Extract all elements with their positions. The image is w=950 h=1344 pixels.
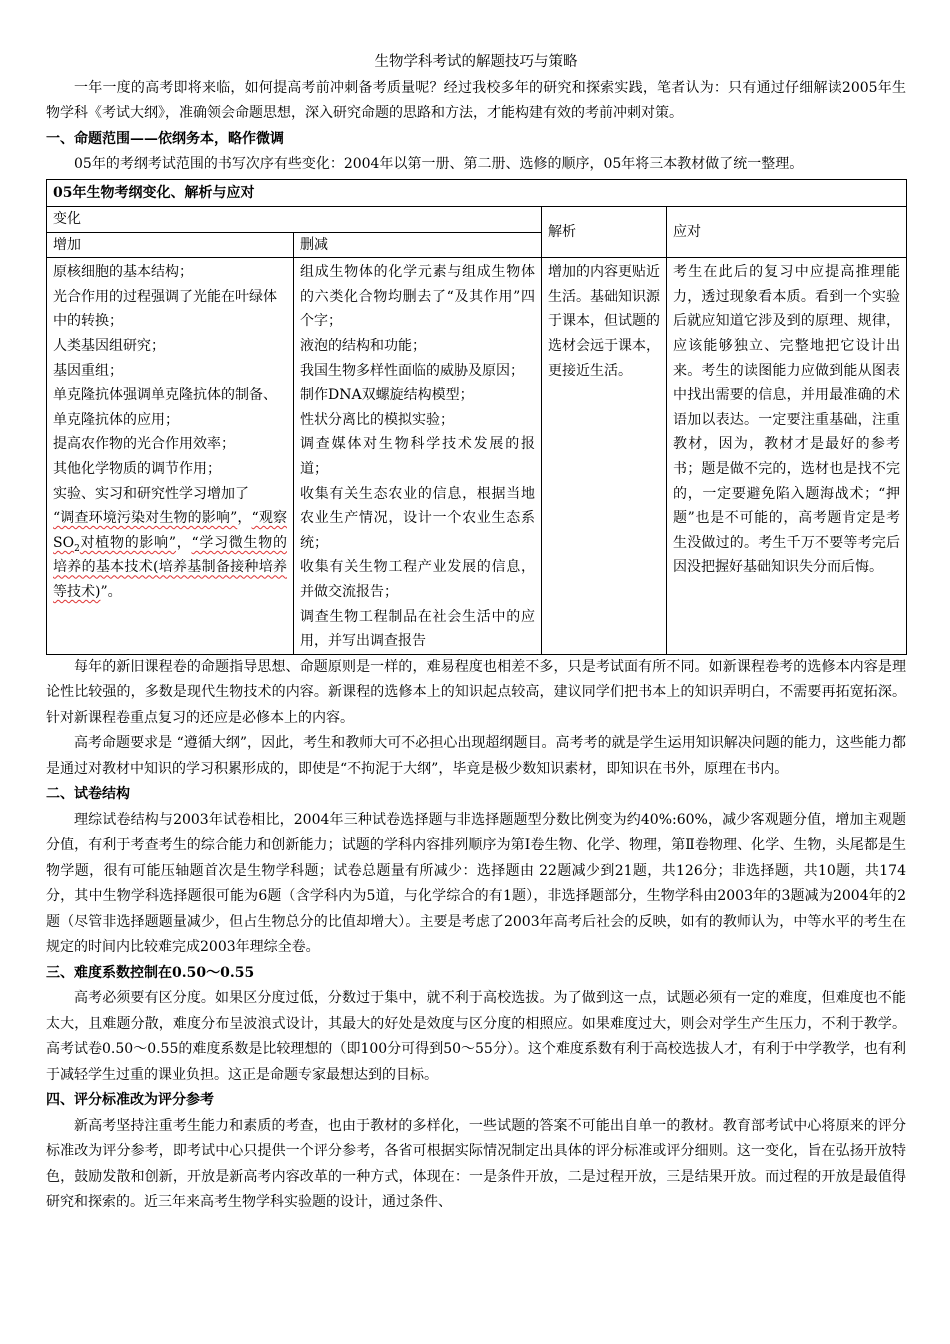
experiment-title-1: “调查环境污染对生物的影响” [53, 510, 238, 527]
closing-mark: ”。 [100, 584, 122, 600]
section-3-paragraph-1: 高考必须要有区分度。如果区分度过低，分数过于集中，就不利于高校选拔。为了做到这一点，试题必须有一定的难度，但难度也不能太大，且难题分散，难度分布呈波浪式设计，其最大的好处是效度与区分度的相照应。如果难度过大，则会对学生产生压力，不利于教学。高考试卷0.50～0.55的难度系数是比较理想的（即100分可得到50～55分）。这个难度系数有利于高校选拔人才，有利于中学教学，也有利于减轻学生过重的课业负担。这正是命题专家最想达到的目标。 [46, 990, 906, 1083]
separator: ， [237, 510, 252, 527]
added-item: 提高农作物的光合作用效率； [53, 436, 235, 453]
deleted-item: 液泡的结构和功能； [300, 338, 426, 355]
deleted-item: 调查媒体对生物科学技术发展的报道； [300, 436, 535, 478]
deleted-items-cell [294, 258, 542, 655]
deleted-item: 收集有关生态农业的信息，根据当地农业生产情况，设计一个农业生态系统； [300, 485, 535, 551]
section-2-heading: 二、试卷结构 [46, 786, 130, 803]
deleted-item: 调查生物工程制品在社会生活中的应用，并写出调查报告 [300, 608, 535, 650]
subscript: 2 [74, 543, 80, 554]
document-title: 生物学科考试的解题技巧与策略 [374, 54, 578, 70]
header-delete: 删减 [294, 232, 542, 258]
header-add: 增加 [47, 232, 294, 258]
table-caption: 05年生物考纲变化、解析与应对 [47, 179, 907, 207]
document-page [46, 50, 906, 1216]
added-item: 光合作用的过程强调了光能在叶绿体中的转换； [53, 288, 277, 330]
header-change: 变化 [47, 207, 542, 233]
deleted-item: 组成生物体的化学元素与组成生物体的六类化合物均删去了“及其作用”四个字； [300, 264, 535, 330]
added-item: 单克隆抗体强调单克隆抗体的制备、单克隆抗体的应用； [53, 387, 277, 428]
section-1-paragraph-3: 高考命题要求是 “遵循大纲”，因此，考生和教师大可不必担心出现超纲题目。高考考的就是学生运用知识解决问题的能力，这些能力都是通过对教材中知识的学习积累形成的，即使是“不拘泥于大纲”，毕竟是极少数知识素材，即知识在书外，原理在书内。 [46, 735, 906, 777]
section-1-paragraph-1: 05年的考纲考试范围的书写次序有些变化：2004年以第一册、第二册、选修的顺序，05年将三本教材做了统一整理。 [74, 156, 804, 172]
intro-paragraph: 一年一度的高考即将来临，如何提高考前冲刺备考质量呢？经过我校多年的研究和探索实践，笔者认为：只有通过仔细解读2005年生物学科《考试大纲》，准确领会命题思想，深入研究命题的思路和方法，才能构建有效的考前冲刺对策。 [46, 79, 906, 121]
section-1-paragraph-2: 每年的新旧课程卷的命题指导思想、命题原则是一样的，难易程度也相差不多，只是考试面有所不同。如新课程卷考的选修本内容是理论性比较强的，多数是现代生物技术的内容。新课程的选修本上的知识起点较高，建议同学们把书本上的知识弄明白，不需要再拓宽拓深。针对新课程卷重点复习的还应是必修本上的内容。 [46, 658, 906, 726]
added-items-cell [47, 258, 294, 655]
added-item: 原核细胞的基本结构； [53, 264, 193, 281]
experiment-title-2-part-a: “观察SO [53, 510, 287, 551]
header-response: 应对 [667, 207, 907, 258]
added-item: 基因重组； [53, 362, 123, 379]
section-3-heading: 三、难度系数控制在0.50～0.55 [46, 964, 255, 981]
added-item: 人类基因组研究； [53, 338, 165, 355]
added-item: 实验、实习和研究性学习增加了 [53, 485, 249, 502]
experiment-title-2-part-b: 对植物的影响” [79, 534, 177, 551]
section-4-heading: 四、评分标准改为评分参考 [46, 1092, 214, 1109]
separator: ， [176, 534, 192, 551]
added-item-experiments [53, 506, 287, 604]
section-4-paragraph-1: 新高考坚持注重考生能力和素质的考查，也由于教材的多样化，一些试题的答案不可能出自单一的教材。教育部考试中心将原来的评分标准改为评分参考，即考试中心只提供一个评分参考，各省可根据实际情况制定出具体的评分标准或评分细则。这一变化，旨在弘扬开放特色，鼓励发散和创新，开放是新高考内容改革的一种方式，体现在：一是条件开放，二是过程开放，三是结果开放。而过程的开放是最值得研究和探索的。近三年来高考生物学科实验题的设计，通过条件、 [46, 1117, 906, 1211]
added-item: 其他化学物质的调节作用； [53, 461, 221, 478]
deleted-item: 性状分离比的模拟实验； [300, 411, 454, 428]
header-analysis: 解析 [542, 207, 667, 258]
syllabus-change-table [46, 179, 907, 655]
analysis-cell: 增加的内容更贴近生活。基础知识源于课本，但试题的选材会远于课本，更接近生活。 [542, 258, 667, 655]
deleted-item: 我国生物多样性面临的威胁及原因； [300, 362, 524, 379]
section-1-heading: 一、命题范围——依纲务本，略作微调 [46, 130, 284, 147]
deleted-item: 制作DNA双螺旋结构模型； [300, 387, 474, 404]
section-2-paragraph-1: 理综试卷结构与2003年试卷相比，2004年三种试卷选择题与非选择题题型分数比例变为约40%:60%，减少客观题分值，增加主观题分值，有利于考查考生的综合能力和创新能力；试题的学科内容排列顺序为第Ⅰ卷生物、化学、物理，第Ⅱ卷物理、化学、生物，头尾都是生物学题，很有可能压轴题首次是生物学科题；试卷总题量有所减少：选择题由 22题减少到21题，共126分；非选择题，共10题，共174分，其中生物学科选择题很可能为6题（含学科内为5道，与化学综合的有1题），非选择题部分，生物学科由2003年的3题减为2004年的2题（尽管非选择题题量减少，但占生物总分的比值却增大）。主要是考虑了2003年高考后社会的反映，如有的教师认为，中等水平的考生在规定的时间内比较难完成2003年理综全卷。 [46, 811, 906, 956]
experiment-title-3: “学习微生物的培养的基本技术(培养基制备接种培养等技术) [53, 534, 287, 600]
response-cell: 考生在此后的复习中应提高推理能力，透过现象看本质。看到一个实验后就应知道它涉及到的原理、规律，应该能够独立、完整地把它设计出来。考生的读图能力应做到能从图表中找出需要的信息，并用最准确的术语加以表达。一定要注重基础，注重教材，因为，教材才是最好的参考书；题是做不完的，选材也是找不完的，一定要避免陷入题海战术；“押题”也是不可能的，高考题肯定是考生没做过的。考生千万不要等考完后因没把握好基础知识失分而后悔。 [667, 258, 907, 655]
deleted-item: 收集有关生物工程产业发展的信息，并做交流报告； [300, 559, 535, 600]
